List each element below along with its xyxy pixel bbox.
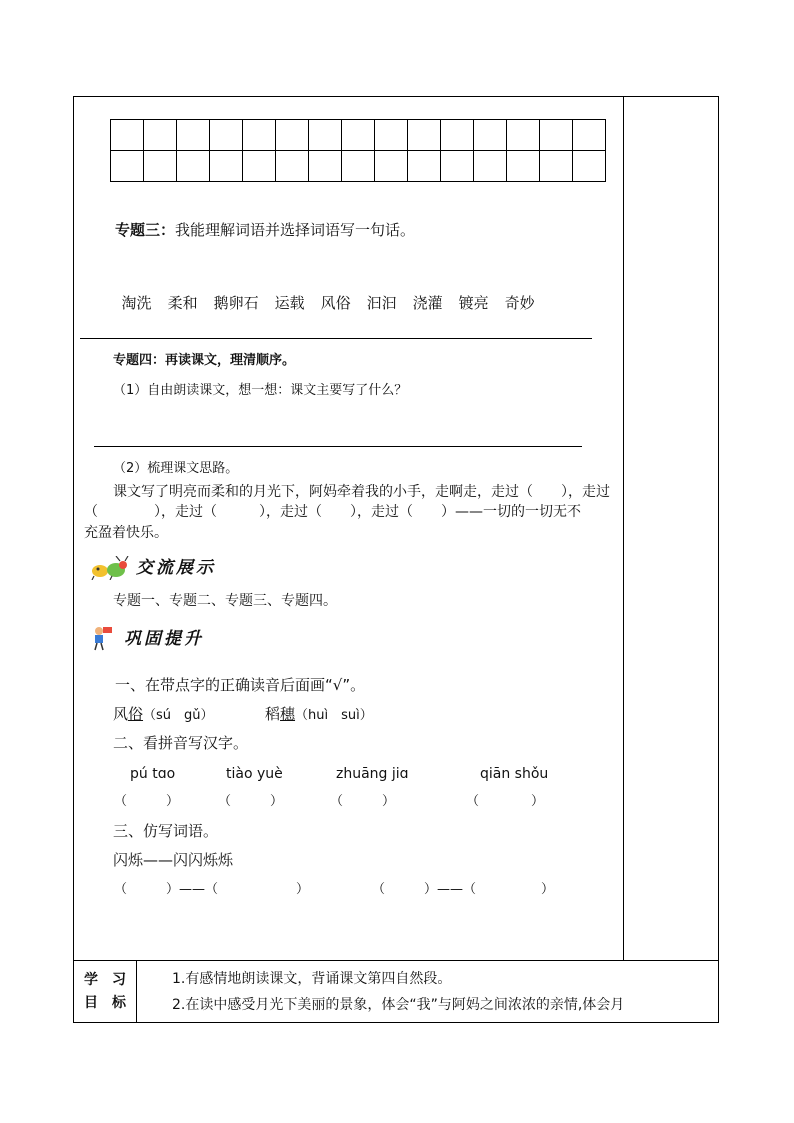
outline-line-1: 课文写了明亮而柔和的月光下，阿妈牵着我的小手，走啊走，走过（ ），走过 xyxy=(113,484,610,500)
goals-label-line2: 目 标 xyxy=(84,995,126,1011)
goals-label-divider xyxy=(136,960,137,1023)
answer-bracket[interactable]: （ ） xyxy=(330,794,396,809)
exercise1-prompt: 一、在带点字的正确读音后面画“√”。 xyxy=(115,676,366,694)
section4-question2: （2）梳理课文思路。 xyxy=(113,461,239,476)
exercise1-item-2: 稻穗（huì suì） xyxy=(265,705,373,723)
section4-heading: 专题四：再读课文，理清顺序。 xyxy=(113,353,296,368)
answer-line[interactable] xyxy=(80,338,592,339)
pinyin-item: pú tɑo xyxy=(130,766,176,782)
insect-mascot-icon xyxy=(90,556,130,580)
imitate-answer-1[interactable]: （ ）——（ ） xyxy=(114,882,310,897)
word-item: 淘洗 xyxy=(121,294,152,312)
goal-item-1: 1.有感情地朗读课文，背诵课文第四自然段。 xyxy=(172,971,452,987)
pinyin-item: qiān shǒu xyxy=(480,766,549,782)
word-item: 鹅卵石 xyxy=(213,294,259,312)
word-item: 风俗 xyxy=(320,294,351,312)
answer-bracket[interactable]: （ ） xyxy=(114,794,180,809)
exercise3-prompt: 三、仿写词语。 xyxy=(113,822,219,840)
exercise1-item-1: 风俗（sú gǔ） xyxy=(113,705,214,723)
section3-word-list xyxy=(112,281,535,311)
goals-label-line1: 学 习 xyxy=(84,972,126,988)
word-item: 奇妙 xyxy=(504,294,535,312)
consolidate-banner-title: 巩固提升 xyxy=(124,629,204,649)
outline-line-3: 充盈着快乐。 xyxy=(84,525,168,541)
answer-bracket[interactable]: （ ） xyxy=(218,794,284,809)
word-item: 汩汩 xyxy=(366,294,397,312)
answer-bracket[interactable]: （ ） xyxy=(466,794,545,809)
section3-heading: 专题三：我能理解词语并选择词语写一句话。 xyxy=(115,221,416,239)
goal-item-2: 2.在读中感受月光下美丽的景象，体会“我”与阿妈之间浓浓的亲情,体会月 xyxy=(172,997,625,1013)
word-item: 镀亮 xyxy=(458,294,489,312)
goals-row-divider xyxy=(73,960,719,961)
outline-line-2: （ ），走过（ ），走过（ ），走过（ ）——一切的一切无不 xyxy=(84,504,581,520)
pinyin-item: tiào yuè xyxy=(226,766,283,782)
student-figure-icon xyxy=(88,625,114,651)
exchange-banner-title: 交流展示 xyxy=(136,558,216,578)
exercise3-example: 闪烁——闪闪烁烁 xyxy=(113,851,234,869)
answer-line[interactable] xyxy=(94,446,582,447)
section4-question1: （1）自由朗读课文，想一想：课文主要写了什么？ xyxy=(113,383,408,398)
exercise2-prompt: 二、看拼音写汉字。 xyxy=(113,734,249,752)
word-item: 浇灌 xyxy=(412,294,443,312)
pinyin-item: zhuāng jiɑ xyxy=(336,766,409,782)
word-item: 运载 xyxy=(274,294,305,312)
side-column-divider xyxy=(623,96,624,961)
writing-grid[interactable] xyxy=(110,119,606,182)
word-item: 柔和 xyxy=(167,294,198,312)
exchange-text: 专题一、专题二、专题三、专题四。 xyxy=(113,593,337,609)
imitate-answer-2[interactable]: （ ）——（ ） xyxy=(372,882,555,897)
